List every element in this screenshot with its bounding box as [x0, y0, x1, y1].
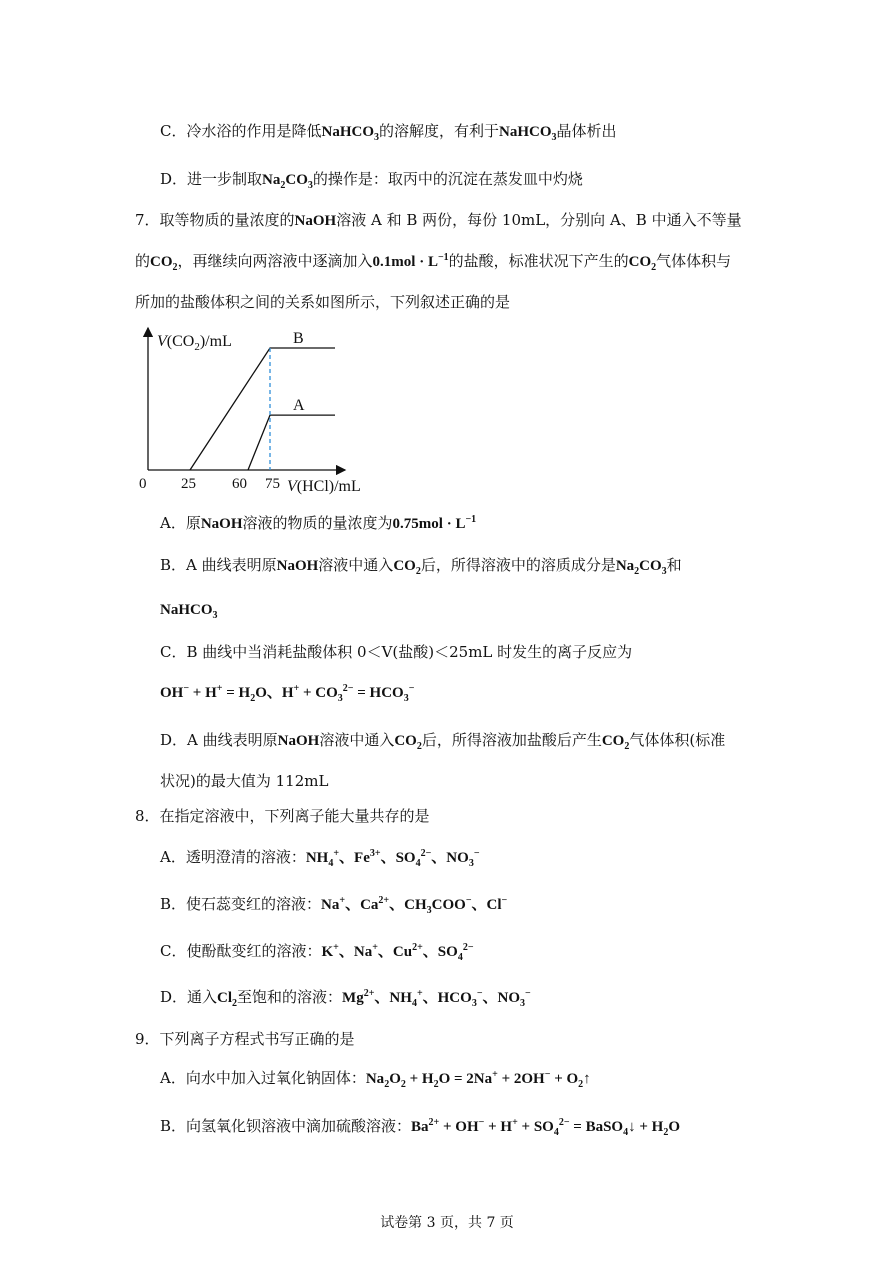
q7-option-b-cont: NaHCO$_3$ [160, 602, 218, 621]
q8-option-b: B．使石蕊变红的溶液：Na+、$Ca^{2+}$、$CH_3COO^-$、Cl− [160, 895, 508, 916]
q7-option-d-cont: 状况)的最大值为 112mL [160, 772, 329, 790]
q6-option-c: C．冷水浴的作用是降低NaHCO$_3$的溶解度，有利于NaHCO$_3$晶体析出 [160, 122, 617, 143]
q8-option-d: D．通入$Cl_2$至饱和的溶液：$Mg^{2+}$、$NH_4^+$、$HCO_3^-$、$NO_3^-$ [160, 988, 531, 1009]
q8-option-a: A．透明澄清的溶液：$NH_4^+$、$Fe^{3+}$、$SO_4^{2-}$、$NO_3^-$ [160, 848, 480, 869]
q7-stem-line2: 的$CO_2$，再继续向两溶液中逐滴加入$0.1mol \cdot L^{-1}$的盐酸，标准状况下产生的$CO_2$气体体积与 [135, 252, 732, 273]
q9-option-a: A．向水中加入过氧化钠固体：$Na_2O_2 + H_2O = 2Na^+ + 2OH^-$ + $O_2↑$ [160, 1069, 591, 1090]
series-line-b [190, 348, 335, 470]
q8-option-c: C．使酚酞变红的溶液：K+、Na+、$Cu^{2+}$、$SO_4^{2-}$ [160, 942, 474, 963]
series-label-a: A [293, 397, 305, 415]
co2-volume-chart [135, 320, 395, 500]
q7-option-b: B．A 曲线表明原NaOH溶液中通入$CO_2$后，所得溶液中的溶质成分是$Na_2CO_3$和 [160, 556, 682, 577]
q6-option-d: D．进一步制取$Na_2CO_3$的操作是：取丙中的沉淀在蒸发皿中灼烧 [160, 170, 583, 191]
q7-option-d: D．A 曲线表明原NaOH溶液中通入$CO_2$后，所得溶液加盐酸后产生$CO_2$气体体积(标准 [160, 731, 726, 752]
q9-stem: 9．下列离子方程式书写正确的是 [135, 1030, 355, 1048]
q7-stem-line3: 所加的盐酸体积之间的关系如图所示，下列叙述正确的是 [135, 293, 511, 311]
x-tick-label: 25 [181, 476, 196, 492]
x-tick-label: 60 [232, 476, 247, 492]
q8-stem: 8．在指定溶液中，下列离子能大量共存的是 [135, 807, 430, 825]
q7-option-a: A．原NaOH溶液的物质的量浓度为$0.75mol \cdot L^{-1}$ [160, 514, 477, 532]
page-footer: 试卷第 3 页，共 7 页 [380, 1215, 514, 1231]
q9-option-b: B．向氢氧化钡溶液中滴加硫酸溶液：$Ba^{2+} + OH^- + H^+ + SO_4^{2-}$ = BaSO$_4$↓ + $H_2O$ [160, 1117, 680, 1138]
y-axis-label: $V(CO_2)/mL$ [157, 333, 232, 353]
series-label-b: B [293, 330, 304, 347]
q7-option-c-equation: $OH^- + H^+ = H_2O$、$H^+ + CO_3^{2-} = HCO_3^-$ [160, 683, 415, 704]
series-line-a [248, 415, 335, 470]
x-axis-label: V(HCl)/mL [287, 478, 361, 495]
x-tick-label: 0 [139, 476, 147, 492]
q7-stem-line1: 7．取等物质的量浓度的NaOH溶液 A 和 B 两份，每份 10mL，分别向 A、B 中通入不等量 [135, 211, 742, 229]
q7-option-c: C．B 曲线中当消耗盐酸体积 0＜V(盐酸)＜25mL 时发生的离子反应为 [160, 643, 633, 661]
x-tick-label: 75 [265, 476, 280, 492]
